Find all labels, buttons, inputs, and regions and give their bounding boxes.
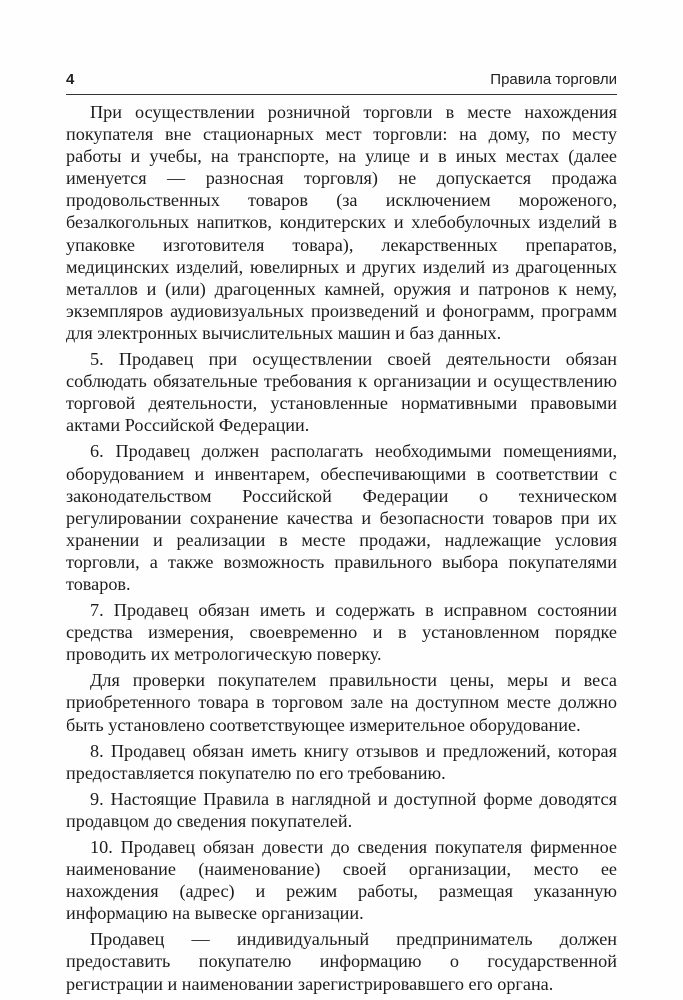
paragraph: Для проверки покупателем правильности цены, меры и веса приобретенного товара в торговом зале на доступном месте должно быть установлено соответствующее измерительное оборудование. <box>66 670 617 735</box>
body-text <box>66 101 617 999</box>
running-title: Правила торговли <box>490 71 617 88</box>
paragraph: При осуществлении розничной торговли в месте нахождения покупателя вне стационарных мест торговли: на дому, по месту работы и учебы, на транспорте, на улице и в иных местах (далее именуется — разносная торговля) не допускается продажа продовольственных товаров (за исключением мороженого, безалкогольных напитков, кондитерских и хлебобулочных изделий в упаковке изготовителя товара), лекарственных препаратов, медицинских изделий, ювелирных и других изделий из драгоценных металлов и (или) драгоценных камней, оружия и патронов к нему, экземпляров аудиовизуальных произведений и фонограмм, программ для электронных вычислительных машин и баз данных. <box>66 102 617 343</box>
page-header <box>66 69 617 93</box>
paragraph: Продавец — индивидуальный предприниматель должен предоставить покупателю информацию о государственной регистрации и наименовании зарегистрировавшего его органа. <box>66 929 617 994</box>
header-rule <box>66 94 617 95</box>
paragraph: 5. Продавец при осуществлении своей деятельности обязан соблюдать обязательные требования к организации и осуществлению торговой деятельности, установленные нормативными правовыми актами Российской Федерации. <box>66 349 617 436</box>
paragraph: 8. Продавец обязан иметь книгу отзывов и предложений, которая предоставляется покупателю по его требованию. <box>66 740 617 783</box>
paragraph: 10. Продавец обязан довести до сведения покупателя фирменное наименование (наименование) своей организации, место ее нахождения (адрес) и режим работы, размещая указанную информацию на вывеске организации. <box>66 837 617 924</box>
paragraph: 7. Продавец обязан иметь и содержать в исправном состоянии средства измерения, своевременно и в установленном порядке проводить их метрологическую поверку. <box>66 600 617 665</box>
paragraph: 9. Настоящие Правила в наглядной и доступной форме доводятся продавцом до сведения покупателей. <box>66 788 617 831</box>
paragraph: 6. Продавец должен располагать необходимыми помещениями, оборудованием и инвентарем, обеспечивающими в соответствии с законодательством Российской Федерации о техническом регулировании сохранение качества и безопасности товаров при их хранении и реализации в месте продажи, надлежащие условия торговли, а также возможность правильного выбора покупателями товаров. <box>66 441 617 594</box>
page-number: 4 <box>66 71 75 88</box>
